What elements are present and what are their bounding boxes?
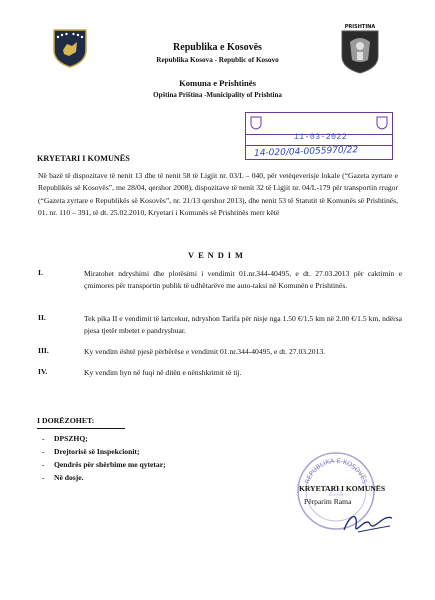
- emblem-caption: PRISHTINA: [344, 24, 376, 30]
- item-text: Ky vendim hyn në fuqi në ditën e nënshkrimit të tij.: [84, 368, 242, 377]
- municipality-title: Komuna e Prishtinës: [179, 78, 256, 88]
- distribution-underline: [37, 428, 125, 429]
- stamp-emblem-icon: [250, 116, 262, 130]
- stamp-protocol-number: 14-020/04-0055970/22: [253, 145, 359, 159]
- signatory-title: KRYETARI I KOMUNËS: [299, 484, 386, 493]
- office-heading: KRYETARI I KOMUNËS: [37, 154, 130, 163]
- item-number: I.: [38, 268, 43, 277]
- distribution-item-label: Qendrës për shërbime me qytetar;: [54, 460, 166, 469]
- item-text: Tek pika II e vendimit të lartcekur, ndryshon Tarifa për nisje nga 1.50 €/1.5 km në 2.00 €/1.5 km, ndërsa pjesa tjetër mbetet e pandryshuar.: [84, 314, 402, 336]
- distribution-item: - Në dosje.: [42, 473, 84, 482]
- distribution-item-label: Drejtorisë së Inspekcionit;: [54, 447, 140, 456]
- prishtina-emblem-icon: [338, 22, 382, 74]
- distribution-item-label: DPSZHQ;: [54, 434, 88, 443]
- registry-stamp: [245, 112, 393, 160]
- distribution-title: I DORËZOHET:: [37, 416, 95, 425]
- item-number: II.: [38, 313, 46, 322]
- distribution-item: - Drejtorisë së Inspekcionit;: [42, 447, 140, 456]
- signatory-name: Përparim Rama: [304, 497, 352, 506]
- item-number: III.: [38, 346, 49, 355]
- distribution-item: - Qendrës për shërbime me qytetar;: [42, 460, 166, 469]
- stamp-date: 11-03-2022: [294, 133, 348, 142]
- distribution-item: - DPSZHQ;: [42, 434, 88, 443]
- stamp-header: [246, 113, 392, 135]
- item-text: Miratohet ndryshimi dhe plotësimi i vendimit 01.nr.344-40495, e dt. 27.03.2013 për caktimin e çmimores për transportin publik të udhëtarëve me auto-taksi në Komunën e Prishtinës.: [84, 269, 402, 291]
- seal-text: REPUBLIKA E KOSOVËS: [303, 456, 369, 485]
- decision-title: VENDIM: [188, 251, 247, 260]
- municipality-subtitle: Opština Priština -Municipality of Prishtina: [153, 91, 282, 99]
- handwritten-signature-icon: [338, 508, 398, 540]
- republic-title: Republika e Kosovës: [173, 42, 262, 53]
- item-number: IV.: [38, 367, 48, 376]
- kosovo-coat-of-arms-icon: [52, 28, 88, 68]
- stamp-emblem-icon: [376, 116, 388, 130]
- distribution-item-label: Në dosje.: [54, 473, 84, 482]
- republic-subtitle: Republika Kosova - Republic of Kosovo: [156, 56, 279, 64]
- item-text: Ky vendim është pjesë përbërëse e vendimit 01.nr.344-40495, e dt. 27.03.2013.: [84, 347, 326, 356]
- intro-paragraph: Në bazë të dispozitave të nenit 13 dhe të nenit 58 të Ligjit nr. 03/L – 040, për vetëqeverisje lokale (“Gazeta zyrtare e Republikës së Kosovës”, me 28/04, qershor 2008), dispozitave të nenit 32 të Ligjit nr. 04/L-179 për transportin rrugor (“Gazeta zyrtare e Republikës së Kosovës”, nr. 21/13 qershor 2013), dhe nenit 53 të Statutit të Komunës së Prishtinës, 01. nr. 110 – 391, të dt. 25.02.2010, Kryetari i Komunës së Prishtinës merr këtë: [38, 171, 398, 218]
